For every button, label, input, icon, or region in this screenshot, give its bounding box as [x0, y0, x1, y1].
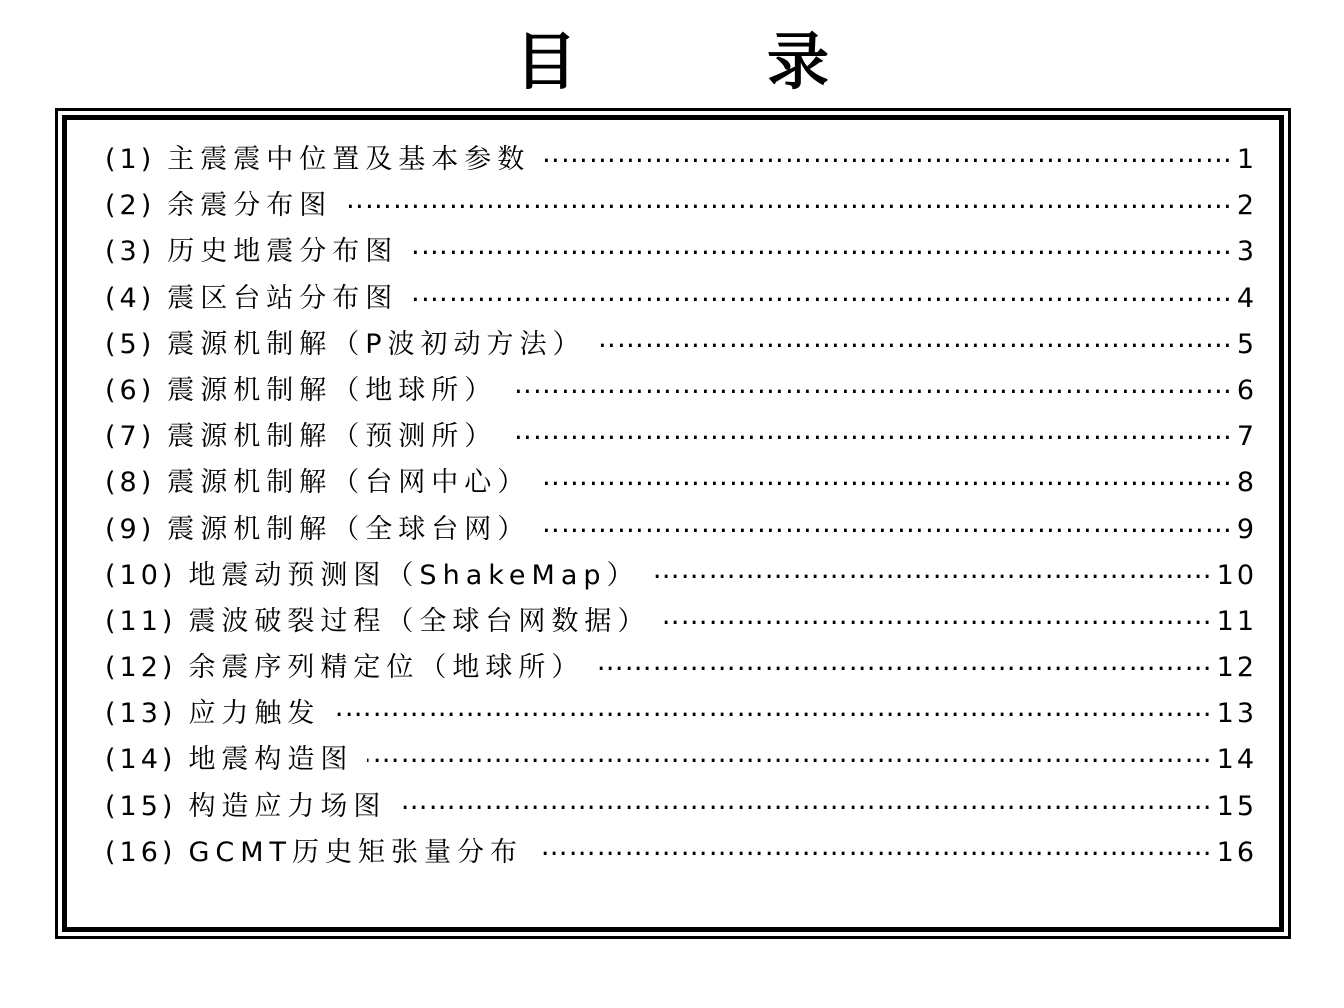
toc-entry-2[interactable]	[105, 183, 1257, 229]
toc-entry-number: (3)	[105, 236, 156, 268]
toc-entry-7[interactable]	[105, 414, 1257, 460]
toc-entry-page: 4	[1236, 282, 1257, 314]
toc-entry-8[interactable]	[105, 460, 1257, 506]
toc-entry-number: (16)	[105, 836, 177, 868]
toc-dot-leader	[334, 692, 1212, 722]
toc-entry-label: 地震构造图	[188, 744, 354, 776]
toc-entry-number: (6)	[105, 374, 156, 406]
toc-dot-leader	[346, 184, 1233, 214]
toc-dot-leader	[654, 554, 1213, 584]
toc-entry-page: 5	[1236, 328, 1257, 360]
toc-entry-label: 震源机制解（台网中心）	[167, 467, 531, 499]
toc-entry-label: 构造应力场图	[188, 790, 387, 822]
toc-entry-page: 15	[1216, 790, 1257, 822]
toc-dot-leader	[600, 323, 1233, 353]
toc-entry-number: (4)	[105, 282, 156, 314]
toc-entry-label: GCMT历史矩张量分布	[188, 836, 524, 868]
toc-entry-page: 8	[1236, 467, 1257, 499]
toc-entry-number: (1)	[105, 144, 156, 175]
toc-entry-page: 2	[1236, 190, 1257, 222]
toc-entry-number: (7)	[105, 421, 156, 453]
toc-dot-leader	[412, 230, 1233, 260]
toc-entry-4[interactable]	[105, 276, 1257, 322]
toc-entry-9[interactable]	[105, 507, 1257, 553]
toc-entry-label: 历史地震分布图	[167, 236, 399, 268]
toc-entry-page: 13	[1216, 698, 1257, 730]
toc-entry-13[interactable]	[105, 691, 1257, 737]
toc-entry-15[interactable]	[105, 784, 1257, 830]
toc-dot-leader	[537, 831, 1213, 861]
toc-entry-page: 10	[1216, 559, 1257, 591]
toc-dot-leader	[544, 508, 1233, 538]
toc-entry-11[interactable]	[105, 599, 1257, 645]
toc-entry-1[interactable]	[105, 137, 1257, 183]
toc-entry-label: 震区台站分布图	[167, 282, 399, 314]
toc-entry-label: 主震震中位置及基本参数	[167, 144, 531, 175]
toc-inner-frame	[62, 115, 1284, 932]
toc-entry-10[interactable]	[105, 553, 1257, 599]
toc-dot-leader	[598, 646, 1212, 676]
toc-entry-page: 16	[1216, 836, 1257, 868]
toc-dot-leader	[544, 461, 1233, 491]
toc-dot-leader	[412, 277, 1233, 307]
toc-entry-number: (5)	[105, 328, 156, 360]
page-title: 目 录	[514, 25, 893, 98]
toc-entry-5[interactable]	[105, 322, 1257, 368]
toc-dot-leader	[367, 738, 1212, 768]
toc-entry-label: 震源机制解（地球所）	[167, 374, 498, 406]
toc-entry-page: 14	[1216, 744, 1257, 776]
toc-dot-leader	[400, 785, 1212, 815]
toc-dot-leader	[511, 415, 1233, 445]
toc-entry-page: 7	[1236, 421, 1257, 453]
toc-entry-number: (12)	[105, 652, 177, 684]
toc-entry-page: 9	[1236, 513, 1257, 545]
toc-entry-label: 震源机制解（P波初动方法）	[167, 328, 586, 360]
toc-entry-6[interactable]	[105, 368, 1257, 414]
toc-entry-page: 11	[1216, 605, 1257, 637]
toc-entry-number: (14)	[105, 744, 177, 776]
toc-entry-number: (13)	[105, 698, 177, 730]
toc-entry-number: (8)	[105, 467, 156, 499]
toc-entry-14[interactable]	[105, 737, 1257, 783]
toc-entry-label: 应力触发	[188, 698, 321, 730]
toc-entry-page: 1	[1236, 144, 1257, 175]
toc-entry-number: (11)	[105, 605, 177, 637]
toc-dot-leader	[664, 600, 1212, 630]
toc-entry-number: (10)	[105, 559, 177, 591]
toc-frame	[55, 108, 1291, 939]
toc-entry-16[interactable]	[105, 830, 1257, 876]
toc-entry-page: 6	[1236, 374, 1257, 406]
toc-entry-label: 余震序列精定位（地球所）	[188, 652, 585, 684]
toc-entry-page: 3	[1236, 236, 1257, 268]
toc-list	[105, 137, 1257, 876]
toc-dot-leader	[511, 369, 1233, 399]
toc-entry-label: 震源机制解（预测所）	[167, 421, 498, 453]
toc-entry-number: (15)	[105, 790, 177, 822]
toc-dot-leader	[544, 138, 1233, 168]
toc-entry-label: 震源机制解（全球台网）	[167, 513, 531, 545]
toc-entry-label: 震波破裂过程（全球台网数据）	[188, 605, 651, 637]
toc-entry-label: 地震动预测图（ShakeMap）	[188, 559, 640, 591]
toc-entry-number: (2)	[105, 190, 156, 222]
toc-entry-12[interactable]	[105, 645, 1257, 691]
toc-entry-3[interactable]	[105, 229, 1257, 275]
toc-entry-page: 12	[1216, 652, 1257, 684]
toc-entry-number: (9)	[105, 513, 156, 545]
toc-entry-label: 余震分布图	[167, 190, 333, 222]
